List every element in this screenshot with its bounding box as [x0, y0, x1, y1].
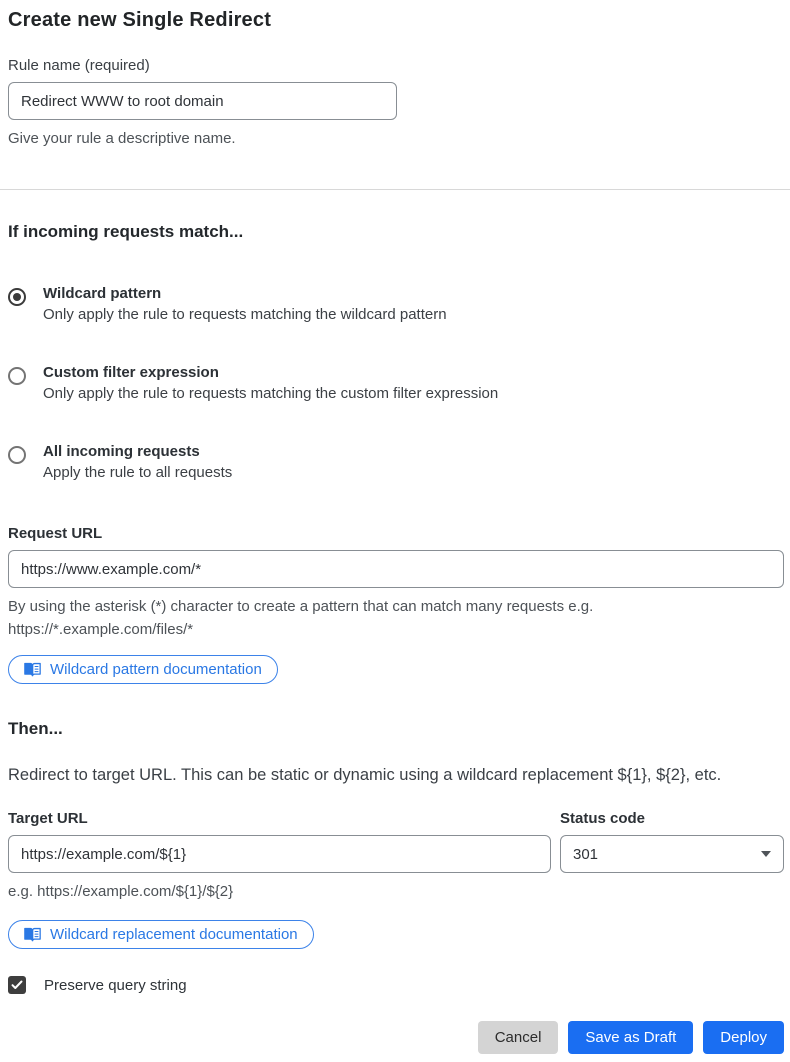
request-url-block [8, 525, 784, 684]
section-divider [0, 189, 790, 190]
radio-option-description: Apply the rule to all requests [43, 464, 233, 481]
wildcard-replacement-docs-button[interactable] [8, 920, 314, 949]
chevron-down-icon [761, 851, 771, 857]
radio-option-label: All incoming requests [43, 443, 200, 460]
status-code-select[interactable] [560, 835, 784, 873]
rule-name-label: Rule name (required) [8, 57, 150, 74]
radio-unselected-icon[interactable] [8, 367, 26, 385]
radio-unselected-icon[interactable] [8, 446, 26, 464]
rule-name-helper: Give your rule a descriptive name. [8, 130, 236, 147]
preserve-query-row[interactable] [8, 976, 784, 994]
target-url-column [8, 810, 551, 903]
save-as-draft-button[interactable]: Save as Draft [568, 1021, 693, 1054]
request-url-input[interactable] [8, 550, 784, 588]
status-code-label: Status code [560, 810, 646, 827]
wildcard-pattern-docs-button[interactable] [8, 655, 278, 684]
radio-option-label: Wildcard pattern [43, 285, 162, 302]
match-section-heading: If incoming requests match... [8, 222, 244, 241]
wildcard-replacement-docs-label: Wildcard replacement documentation [50, 926, 298, 943]
checkbox-checked-icon[interactable] [8, 976, 26, 994]
deploy-button[interactable]: Deploy [703, 1021, 784, 1054]
page-title: Create new Single Redirect [8, 9, 272, 31]
radio-selected-icon[interactable] [8, 288, 26, 306]
radio-option-description: Only apply the rule to requests matching the custom filter expression [43, 385, 499, 402]
target-row [8, 810, 784, 903]
target-url-helper: e.g. https://example.com/${1}/${2} [8, 883, 234, 900]
radio-option-all-requests[interactable] [8, 443, 784, 481]
request-url-label: Request URL [8, 525, 103, 542]
target-url-label: Target URL [8, 810, 88, 827]
request-url-helper [8, 595, 784, 641]
footer-actions [8, 1021, 784, 1054]
wildcard-pattern-docs-label: Wildcard pattern documentation [50, 661, 262, 678]
then-description: Redirect to target URL. This can be static or dynamic using a wildcard replacement ${1}, ${2}, etc. [8, 766, 722, 784]
status-code-column [560, 810, 784, 903]
open-book-icon [24, 927, 41, 942]
radio-option-description: Only apply the rule to requests matching the wildcard pattern [43, 306, 447, 323]
radio-option-wildcard-pattern[interactable] [8, 285, 784, 323]
then-section-heading: Then... [8, 719, 63, 738]
match-radio-group [8, 285, 784, 481]
rule-name-input[interactable] [8, 82, 397, 120]
request-url-helper-line2: https://*.example.com/files/* [8, 621, 194, 638]
request-url-helper-line1: By using the asterisk (*) character to create a pattern that can match many requests e.g. [8, 598, 594, 615]
radio-option-label: Custom filter expression [43, 364, 219, 381]
status-code-value: 301 [573, 845, 599, 863]
open-book-icon [24, 662, 41, 677]
preserve-query-label: Preserve query string [44, 976, 187, 994]
target-url-input[interactable] [8, 835, 551, 873]
radio-option-custom-filter[interactable] [8, 364, 784, 402]
cancel-button[interactable]: Cancel [478, 1021, 559, 1054]
